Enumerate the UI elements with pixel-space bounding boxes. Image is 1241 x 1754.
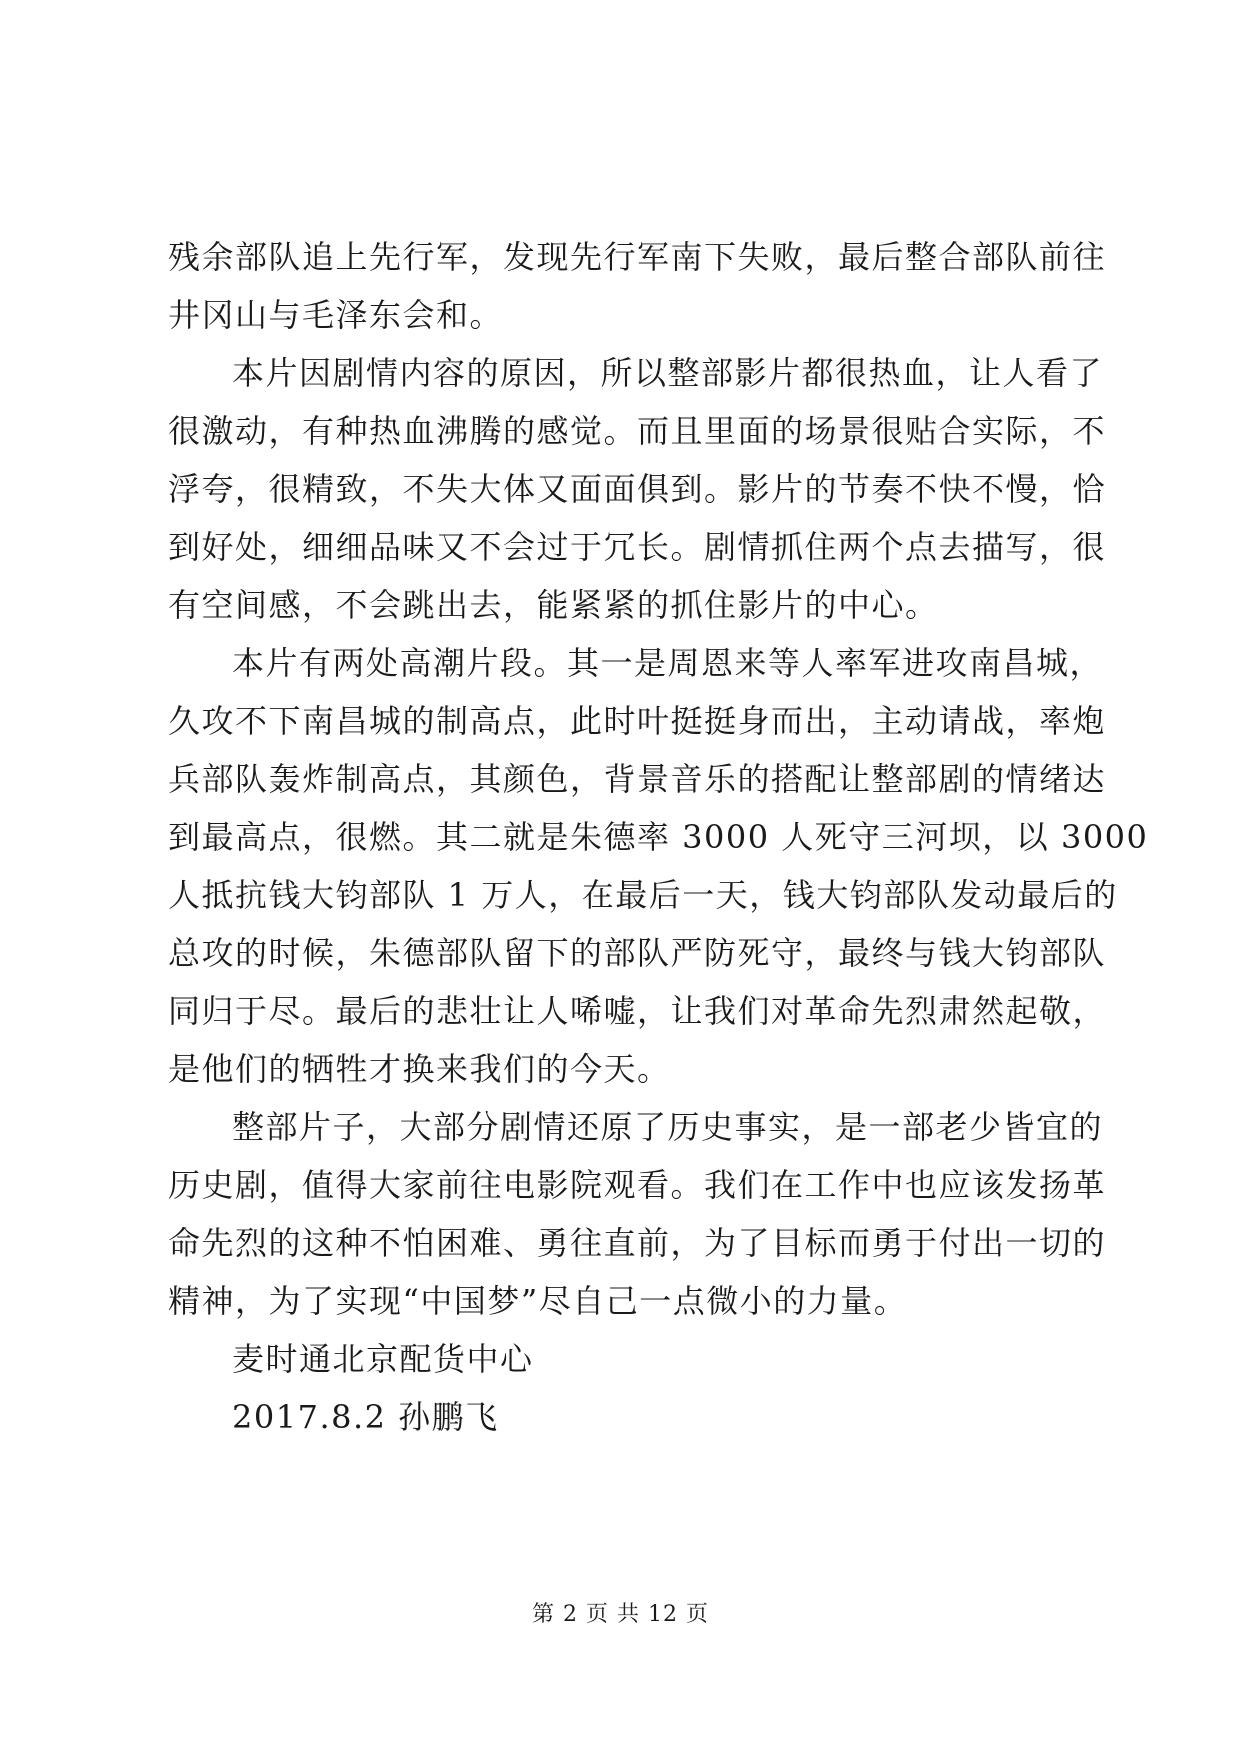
text-line: 残余部队追上先行军，发现先行军南下失败，最后整合部队前往: [168, 238, 1107, 276]
text-line: 到好处，细细品味又不会过于冗长。剧情抓住两个点去描写，很: [168, 528, 1107, 566]
paragraph-start-line: 本片有两处高潮片段。其一是周恩来等人率军进攻南昌城，: [232, 644, 1104, 682]
text-line: 人抵抗钱大钧部队 1 万人，在最后一天，钱大钧部队发动最后的: [168, 876, 1118, 914]
text-line: 井冈山与毛泽东会和。: [168, 296, 504, 334]
page-footer: 第 2 页 共 12 页: [532, 1602, 709, 1627]
paragraph-start-line: 本片因剧情内容的原因，所以整部影片都很热血，让人看了: [232, 354, 1104, 392]
signature-date-author: 2017.8.2 孙鹏飞: [232, 1398, 499, 1436]
document-body: [168, 228, 1149, 1446]
text-line: 到最高点，很燃。其二就是朱德率 3000 人死守三河坝，以 3000: [168, 818, 1149, 856]
text-line: 历史剧，值得大家前往电影院观看。我们在工作中也应该发扬革: [168, 1166, 1107, 1204]
text-line: 命先烈的这种不怕困难、勇往直前，为了目标而勇于付出一切的: [168, 1224, 1107, 1262]
text-line: 是他们的牺牲才换来我们的今天。: [168, 1050, 671, 1088]
text-line: 总攻的时候，朱德部队留下的部队严防死守，最终与钱大钧部队: [168, 934, 1107, 972]
text-line: 同归于尽。最后的悲壮让人唏嘘，让我们对革命先烈肃然起敬，: [168, 992, 1107, 1030]
text-line: 久攻不下南昌城的制高点，此时叶挺挺身而出，主动请战，率炮: [168, 702, 1107, 740]
text-line: 浮夸，很精致，不失大体又面面俱到。影片的节奏不快不慢，恰: [168, 470, 1107, 508]
text-line: 兵部队轰炸制高点，其颜色，背景音乐的搭配让整部剧的情绪达: [168, 760, 1107, 798]
signature-organization: 麦时通北京配货中心: [232, 1340, 534, 1378]
paragraph-start-line: 整部片子，大部分剧情还原了历史事实，是一部老少皆宜的: [232, 1108, 1104, 1146]
text-line: 有空间感，不会跳出去，能紧紧的抓住影片的中心。: [168, 586, 939, 624]
text-line: 精神，为了实现“中国梦”尽自己一点微小的力量。: [168, 1282, 908, 1320]
text-line: 很激动，有种热血沸腾的感觉。而且里面的场景很贴合实际，不: [168, 412, 1107, 450]
